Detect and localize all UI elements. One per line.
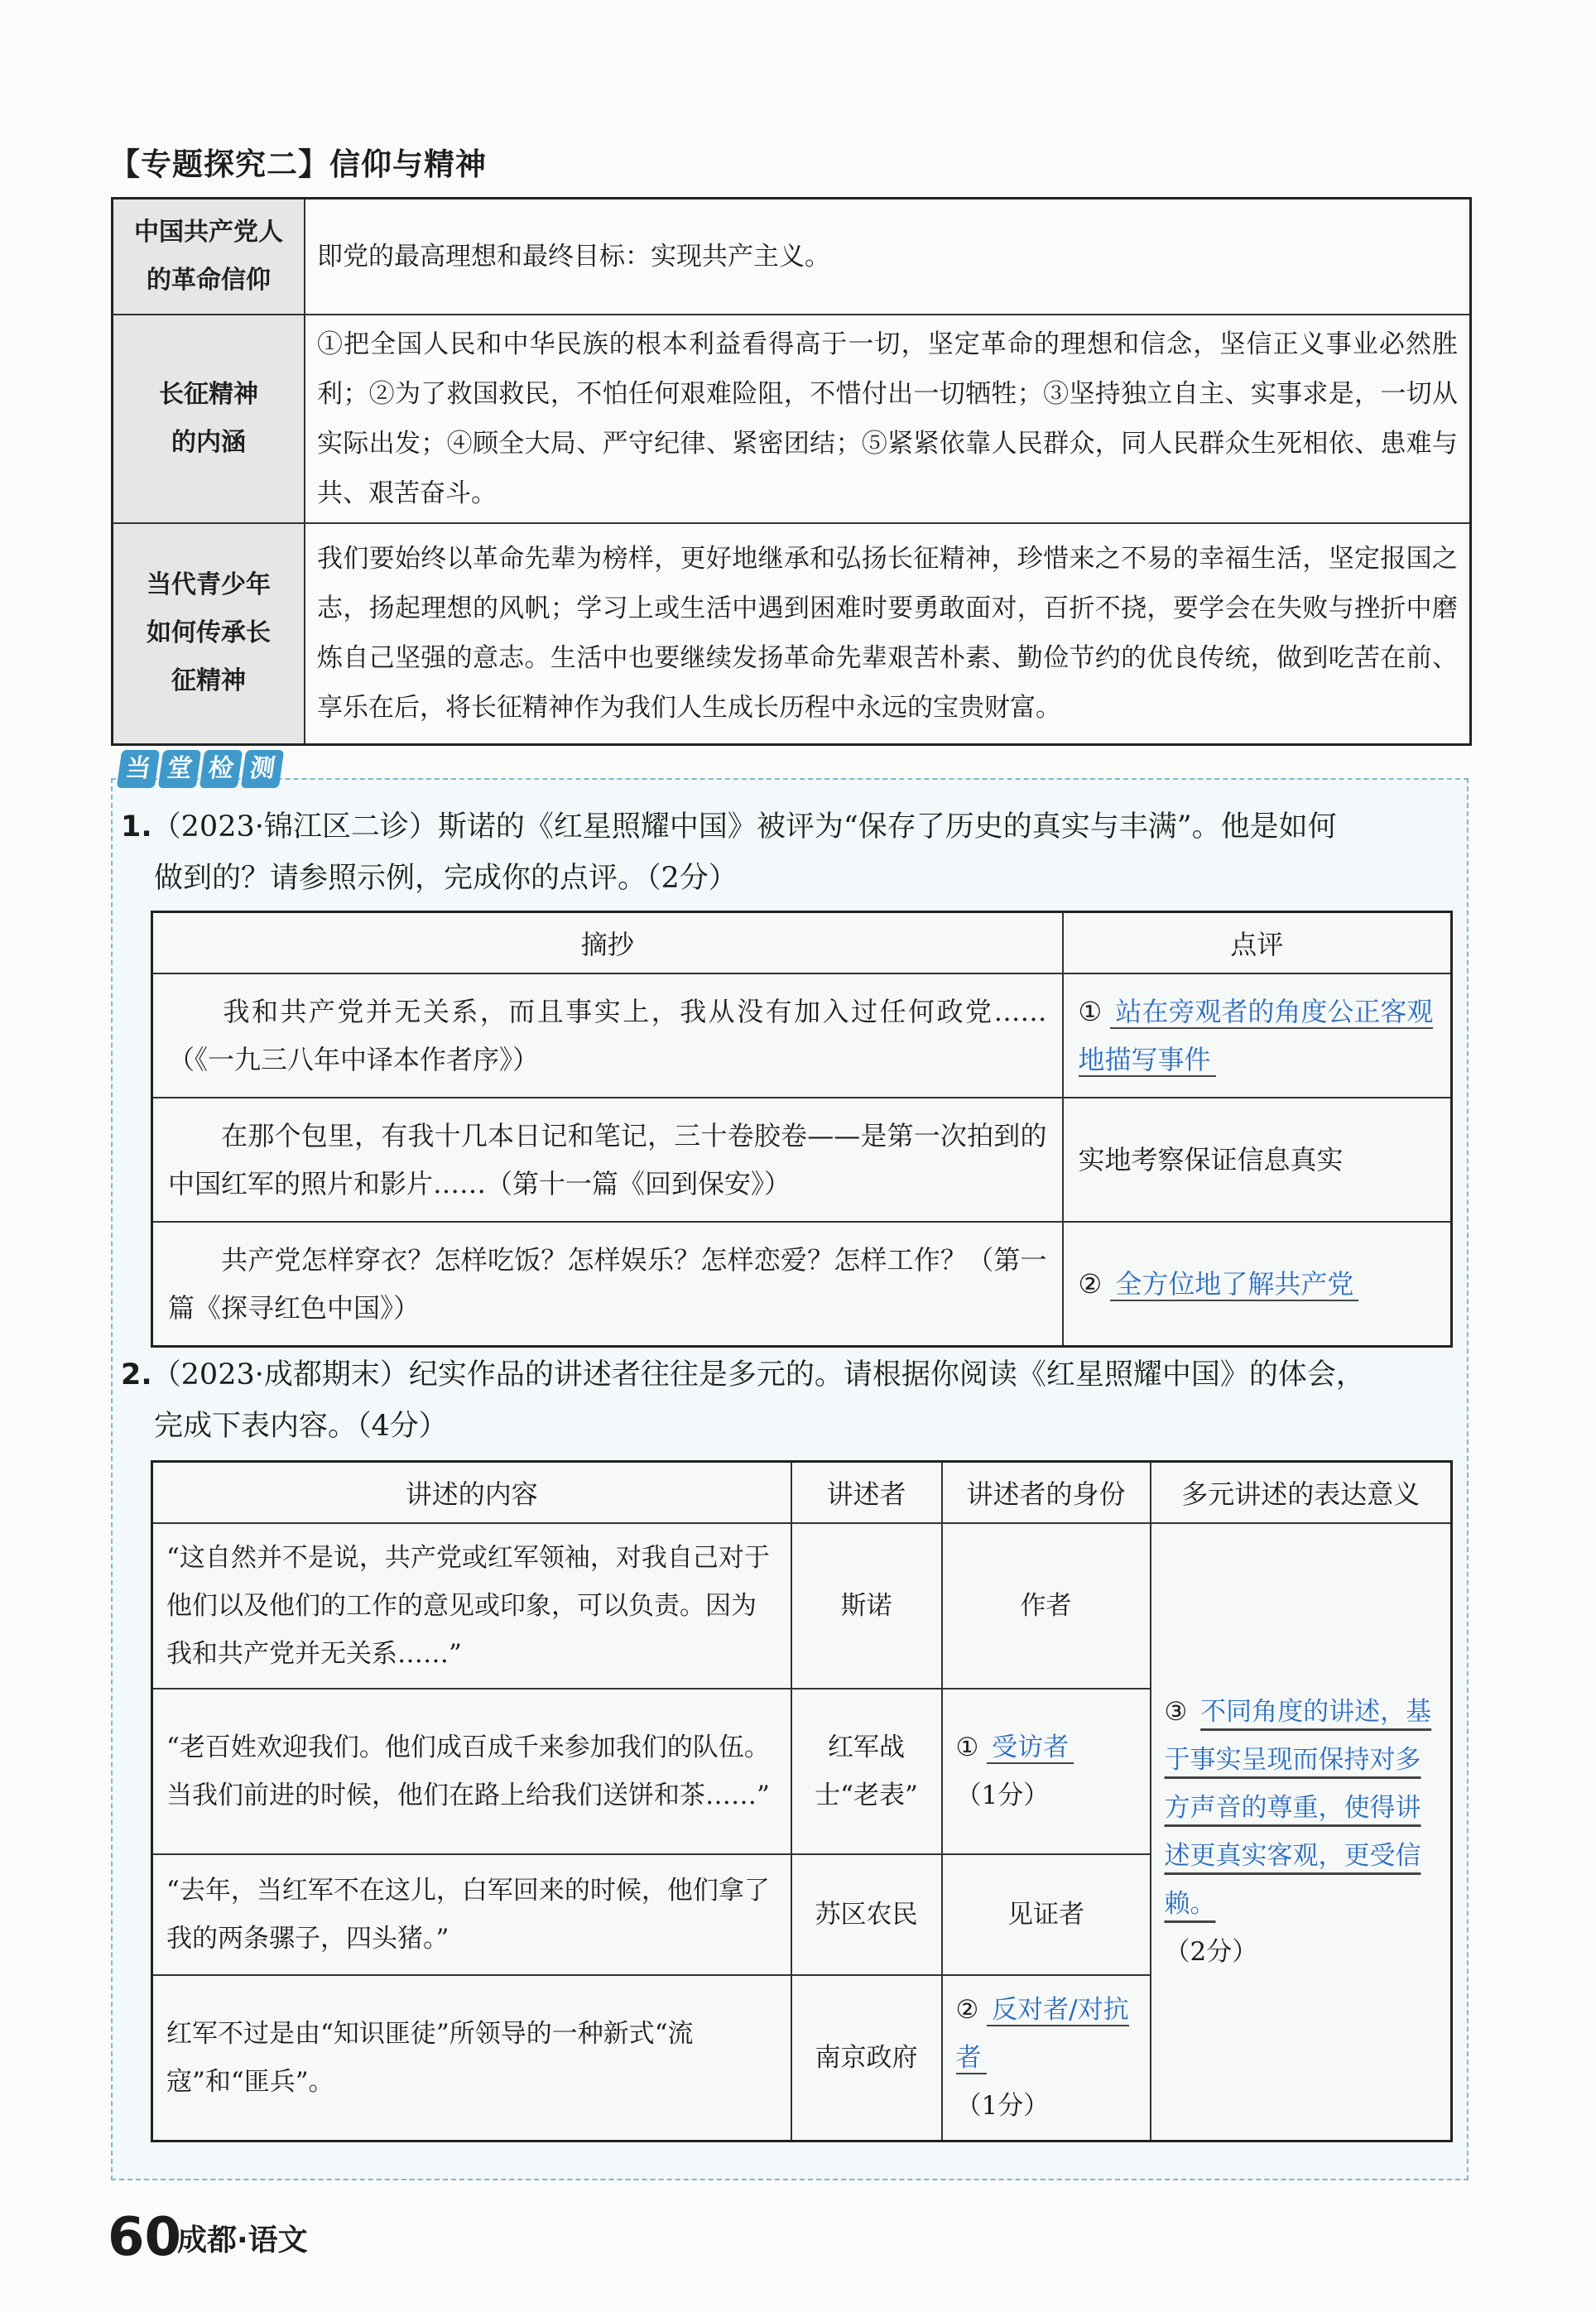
column-header: 讲述的内容	[152, 1462, 791, 1524]
row-header: 长征精神 的内涵	[113, 315, 305, 523]
banner-char: 检	[200, 750, 243, 788]
content-cell: 红军不过是由“知识匪徒”所领导的一种新式“流寇”和“匪兵”。	[152, 1975, 791, 2141]
question-text: 完成下表内容。（4分）	[154, 1410, 448, 1443]
question-1	[121, 801, 1470, 904]
row-content: 我们要始终以革命先辈为榜样，更好地继承和弘扬长征精神，珍惜来之不易的幸福生活，坚定报国之志，扬起理想的风帆；学习上或生活中遇到困难时要勇敢面对，百折不挠，要学会在失败与挫折中磨炼自己坚强的意志。生活中也要继续发扬革命先辈艰苦朴素、勤俭节约的优良传统，做到吃苦在前、享乐在后，将长征精神作为我们人生成长历程中永远的宝贵财富。	[305, 523, 1471, 745]
page-number: 60	[108, 2207, 182, 2268]
content-cell: “老百姓欢迎我们。他们成百成千来参加我们的队伍。当我们前进的时候，他们在路上给我们送饼和茶……”	[152, 1689, 791, 1854]
check-banner	[119, 750, 281, 788]
banner-char: 当	[117, 750, 160, 788]
answer-marker: ③	[1164, 1697, 1188, 1727]
question-text: （2023·锦江区二诊）斯诺的《红星照耀中国》被评为“保存了历史的真实与丰满”。他是如何	[151, 810, 1337, 844]
identity-cell	[942, 1689, 1151, 1854]
answer-text: 不同角度的讲述，基于事实呈现而保持对多方声音的尊重，使得讲述更真实客观，更受信赖。	[1164, 1697, 1432, 1919]
column-header: 讲述者的身份	[942, 1462, 1151, 1524]
column-header: 点评	[1063, 912, 1452, 974]
excerpt-cell: 在那个包里，有我十几本日记和笔记，三十卷胶卷——是第一次拍到的中国红军的照片和影片……（第十一篇《回到保安》）	[152, 1098, 1063, 1222]
table-row	[113, 523, 1471, 745]
comment-cell	[1063, 1222, 1452, 1347]
q2-table	[151, 1460, 1453, 2142]
q1-table	[151, 911, 1453, 1348]
row-content: ①把全国人民和中华民族的根本利益看得高于一切，坚定革命的理想和信念，坚信正义事业必然胜利；②为了救国救民，不怕任何艰难险阻，不惜付出一切牺牲；③坚持独立自主、实事求是，一切从实际出发；④顾全大局、严守纪律、紧密团结；⑤紧紧依靠人民群众，同人民群众生死相依、患难与共、艰苦奋斗。	[305, 315, 1471, 523]
row-content: 即党的最高理想和最终目标：实现共产主义。	[305, 199, 1471, 315]
table-row	[152, 973, 1452, 1098]
identity-cell: 作者	[942, 1523, 1151, 1689]
table-row	[152, 1523, 1452, 1689]
banner-char: 测	[241, 750, 284, 788]
table-row	[152, 1222, 1452, 1347]
column-header: 摘抄	[152, 912, 1063, 974]
comment-cell: 实地考察保证信息真实	[1063, 1098, 1452, 1222]
row-header: 中国共产党人 的革命信仰	[113, 199, 305, 315]
answer-text: 反对者/对抗者	[955, 1995, 1129, 2073]
answer-text: 站在旁观者的角度公正客观地描写事件	[1078, 996, 1434, 1075]
table-row	[152, 1098, 1452, 1222]
footer-label: 成都·语文	[177, 2223, 308, 2257]
question-number: 2.	[121, 1358, 152, 1392]
answer-marker: ②	[1078, 1268, 1103, 1300]
answer-text: 受访者	[987, 1733, 1074, 1764]
identity-cell	[942, 1975, 1151, 2141]
topic-table	[111, 197, 1472, 746]
identity-cell: 见证者	[942, 1854, 1151, 1975]
score-label: （1分）	[955, 2091, 1050, 2121]
answer-marker: ②	[955, 1995, 979, 2025]
table-row	[113, 199, 1471, 315]
excerpt-cell: 我和共产党并无关系，而且事实上，我从没有加入过任何政党……（《一九三八年中译本作者序》）	[152, 973, 1063, 1098]
question-text: 做到的？请参照示例，完成你的点评。（2分）	[154, 862, 738, 895]
section-heading: 【专题探究二】信仰与精神	[109, 147, 487, 182]
content-cell: “去年，当红军不在这儿，白军回来的时候，他们拿了我的两条骡子，四头猪。”	[152, 1854, 791, 1975]
meaning-cell	[1151, 1523, 1452, 2141]
table-header-row	[152, 1462, 1452, 1524]
question-number: 1.	[121, 810, 152, 844]
narrator-cell: 苏区农民	[791, 1854, 942, 1975]
table-row	[113, 315, 1471, 523]
content-cell: “这自然并不是说，共产党或红军领袖，对我自己对于他们以及他们的工作的意见或印象，可以负责。因为我和共产党并无关系……”	[152, 1523, 791, 1689]
excerpt-cell: 共产党怎样穿衣？怎样吃饭？怎样娱乐？怎样恋爱？怎样工作？（第一篇《探寻红色中国》）	[152, 1222, 1063, 1347]
narrator-cell: 红军战士“老表”	[791, 1689, 942, 1854]
column-header: 多元讲述的表达意义	[1151, 1462, 1452, 1524]
banner-char: 堂	[158, 750, 201, 788]
score-label: （2分）	[1164, 1937, 1258, 1967]
answer-text: 全方位地了解共产党	[1110, 1268, 1358, 1301]
answer-marker: ①	[955, 1733, 979, 1762]
column-header: 讲述者	[791, 1462, 942, 1524]
table-header-row	[152, 912, 1452, 974]
narrator-cell: 斯诺	[791, 1523, 942, 1689]
question-2	[121, 1349, 1470, 1452]
score-label: （1分）	[955, 1781, 1050, 1810]
row-header: 当代青少年 如何传承长 征精神	[113, 523, 305, 745]
answer-marker: ①	[1078, 996, 1103, 1027]
question-text: （2023·成都期末）纪实作品的讲述者往往是多元的。请根据你阅读《红星照耀中国》的体会，	[151, 1358, 1365, 1392]
comment-cell	[1063, 973, 1452, 1098]
narrator-cell: 南京政府	[791, 1975, 942, 2141]
